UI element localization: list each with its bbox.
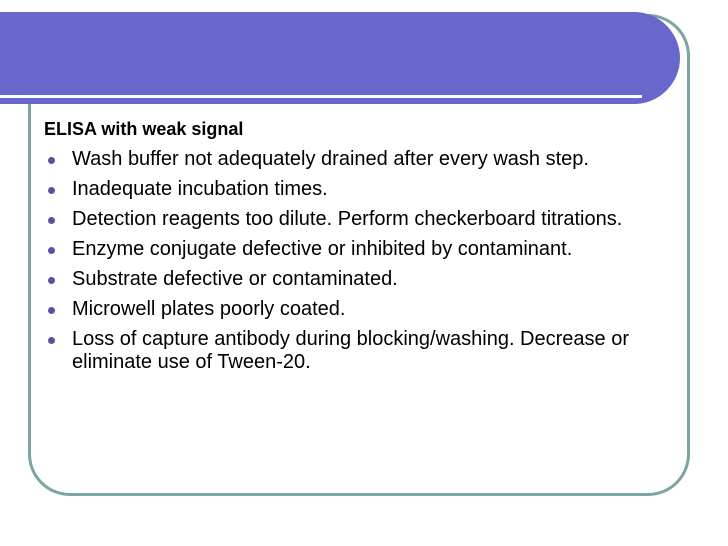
bullet-dot-icon (48, 187, 55, 194)
bullet-item (44, 178, 684, 201)
bullet-text: Wash buffer not adequately drained after every wash step. (72, 148, 589, 170)
bullet-dot-icon (48, 217, 55, 224)
title-band (0, 12, 680, 104)
slide-content (44, 118, 684, 381)
bullet-item (44, 298, 684, 321)
bullet-dot-icon (48, 157, 55, 164)
bullet-text: Loss of capture antibody during blocking/washing. Decrease or eliminate use of Tween-20. (72, 328, 629, 373)
bullet-item (44, 148, 684, 171)
bullet-item (44, 238, 684, 261)
bullet-text: Enzyme conjugate defective or inhibited by contaminant. (72, 238, 573, 260)
bullet-dot-icon (48, 307, 55, 314)
bullet-dot-icon (48, 247, 55, 254)
bullet-dot-icon (48, 277, 55, 284)
bullet-dot-icon (48, 337, 55, 344)
bullet-item (44, 208, 684, 231)
bullet-text: Microwell plates poorly coated. (72, 298, 346, 320)
bullet-text: Detection reagents too dilute. Perform checkerboard titrations. (72, 208, 623, 230)
bullet-text: Substrate defective or contaminated. (72, 268, 398, 290)
title-band-stripe (0, 95, 642, 98)
bullet-item (44, 328, 684, 374)
slide-heading: ELISA with weak signal (44, 119, 244, 139)
bullet-item (44, 268, 684, 291)
bullet-list (44, 148, 684, 374)
bullet-text: Inadequate incubation times. (72, 178, 328, 200)
